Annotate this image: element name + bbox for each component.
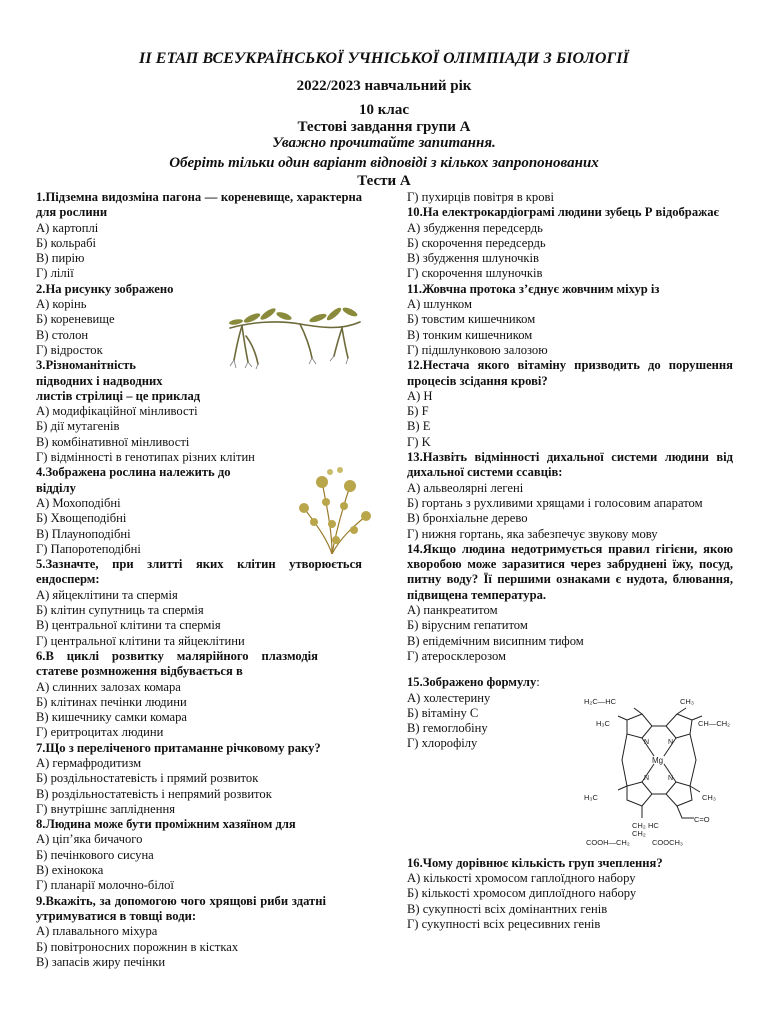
instruction-read: Уважно прочитайте запитання. (272, 135, 496, 151)
answer-option[interactable]: А) яйцеклітини та спермія (36, 587, 178, 602)
olympiad-title: ІІ ЕТАП ВСЕУКРАЇНСЬКОЇ УЧНІСЬКОЇ ОЛІМПІАДИ З БІОЛОГІЇ (139, 50, 629, 67)
answer-option[interactable]: В) ехінокока (36, 863, 104, 878)
question-text-line: листів стрілиці – це приклад (36, 388, 201, 403)
question-1 (36, 190, 362, 282)
answer-option[interactable]: А) панкреатитом (407, 603, 498, 618)
answer-option[interactable]: Г) скорочення шлуночків (407, 266, 543, 281)
question-text: 14.Якщо людина недотримується правил гігієни, якою хворобою може заразитися через забруднені їжу, посуд, питну воду? Її першими ознаками є нудота, блювання, підвищена температура. (407, 541, 733, 602)
instruction-choose: Оберіть тільки один варіант відповіді з кількох запропонованих (169, 155, 599, 171)
answer-option[interactable]: Б) клітин супутниць та спермія (36, 603, 204, 618)
answer-option[interactable]: В) збудження шлуночків (407, 251, 539, 266)
question-text-line: відділу (36, 480, 76, 495)
answer-option[interactable]: Г) Папоротеподібні (36, 541, 141, 556)
answer-option[interactable]: В) комбінативної мінливості (36, 434, 190, 449)
question-16 (407, 856, 733, 932)
formula-label: C=O (694, 815, 710, 824)
question-text-line: 3.Різноманітність (36, 358, 136, 373)
answer-option[interactable]: Г) лілії (36, 266, 74, 281)
moss-plant-photo (292, 462, 378, 558)
answer-option[interactable]: Б) Хвощеподібні (36, 511, 127, 526)
question-8 (36, 817, 362, 893)
formula-label: H₃C (584, 793, 598, 802)
question-text: 15.Зображено формулу (407, 675, 537, 690)
question-text-line: 4.Зображена рослина належить до (36, 465, 231, 480)
formula-label: N (644, 775, 650, 782)
question-14 (407, 542, 733, 664)
question-11 (407, 282, 733, 358)
question-text: 6.В циклі розвитку малярійного плазмодія статеве розмноження відбувається в (36, 648, 318, 679)
section-title: Тести А (357, 173, 411, 189)
answer-option[interactable]: Г) відмінності в генотипах різних клітин (36, 450, 255, 465)
chlorophyll-structural-formula (582, 690, 732, 850)
answer-option[interactable]: В) Плауноподібні (36, 526, 131, 541)
answer-option[interactable]: А) гермафродитизм (36, 755, 142, 770)
formula-label: CH₂ (632, 829, 646, 838)
formula-label: H₃C (596, 719, 610, 728)
answer-option[interactable]: В) тонким кишечником (407, 327, 533, 342)
answer-option[interactable]: Б) клітинах печінки людини (36, 694, 187, 709)
question-text-line: підводних і надводних (36, 373, 163, 388)
answer-option[interactable]: Г) підшлунковою залозою (407, 342, 548, 357)
answer-option[interactable]: Г) сукупності всіх рецесивних генів (407, 916, 601, 931)
answer-option[interactable]: Б) F (407, 404, 429, 419)
question-3 (36, 358, 362, 465)
answer-option[interactable]: Б) вірусним гепатитом (407, 618, 528, 633)
answer-option[interactable]: А) холестерину (407, 690, 491, 705)
answer-option[interactable]: Б) товстим кишечником (407, 312, 536, 327)
question-6 (36, 649, 362, 741)
question-5 (36, 557, 362, 649)
answer-option[interactable]: Г) планарії молочно-білої (36, 878, 174, 893)
question-text: 5.Зазначте, при злитті яких клітин утворюється ендосперм: (36, 557, 362, 587)
answer-option[interactable]: А) модифікаційної мінливості (36, 404, 198, 419)
answer-option[interactable]: В) кишечнику самки комара (36, 710, 187, 725)
answer-option[interactable]: А) кількості хромосом гаплоїдного набору (407, 870, 636, 885)
answer-option[interactable]: А) ціп’яка бичачого (36, 832, 143, 847)
question-7 (36, 741, 362, 817)
answer-option[interactable]: В) бронхіальне дерево (407, 511, 528, 526)
answer-option[interactable]: Б) кореневище (36, 312, 115, 327)
question-text: 10.На електрокардіограмі людини зубець Р відображає (407, 205, 719, 220)
formula-label: CH₃ (680, 697, 694, 706)
answer-option[interactable]: Б) гортань з рухливими хрящами і голосовим апаратом (407, 495, 703, 510)
question-text: 2.На рисунку зображено (36, 281, 174, 296)
formula-label: N (668, 775, 674, 782)
answer-option[interactable]: Б) повітроносних порожнин в кістках (36, 939, 239, 954)
answer-option[interactable]: В) столон (36, 327, 89, 342)
formula-label: HC (648, 821, 659, 830)
answer-option[interactable]: В) роздільностатевість і непрямий розвиток (36, 786, 272, 801)
answer-option[interactable]: В) пирію (36, 251, 85, 266)
answer-option[interactable]: А) збудження передсердь (407, 220, 543, 235)
formula-label: CH₂ (632, 821, 646, 830)
answer-option[interactable]: В) E (407, 419, 431, 434)
answer-option[interactable]: Б) кількості хромосом диплоїдного набору (407, 886, 637, 901)
question-text: 13.Назвіть відмінності дихальної системи людини від дихальної системи ссавців: (407, 450, 733, 480)
answer-option[interactable]: Г) нижня гортань, яка забезпечує звукову мову (407, 526, 658, 541)
answer-option[interactable]: А) шлунком (407, 297, 472, 312)
formula-label: COOH—CH₂ (586, 838, 630, 847)
question-13 (407, 450, 733, 542)
answer-option[interactable]: Б) роздільностатевість і прямий розвиток (36, 771, 259, 786)
answer-option[interactable]: Г) внутрішнє запліднення (36, 801, 175, 816)
formula-label: N (644, 739, 650, 746)
answer-option[interactable]: Г) еритроцитах людини (36, 725, 164, 740)
answer-option[interactable]: А) корінь (36, 297, 87, 312)
answer-option[interactable]: Б) печінкового сисуна (36, 847, 154, 862)
answer-option[interactable]: А) альвеолярні легені (407, 480, 524, 495)
answer-option[interactable]: Г) центральної клітини та яйцеклітини (36, 633, 245, 648)
answer-option[interactable]: В) центральної клітини та спермія (36, 618, 221, 633)
answer-option[interactable]: Г) пухирців повітря в крові (407, 190, 554, 204)
answer-option[interactable]: Б) дії мутагенів (36, 419, 120, 434)
question-colon: : (536, 675, 540, 690)
question-text: 1.Підземна видозміна пагона — кореневище, характерна для рослини (36, 190, 362, 220)
answer-option[interactable]: Б) кольрабі (36, 235, 97, 250)
formula-label: N (668, 739, 674, 746)
answer-option[interactable]: Г) відросток (36, 342, 103, 357)
group-label: Тестові завдання групи А (297, 119, 471, 135)
answer-option[interactable]: В) гемоглобіну (407, 721, 488, 736)
answer-option[interactable]: Г) атеросклерозом (407, 648, 506, 663)
answer-option[interactable]: В) епідемічним висипним тифом (407, 633, 584, 648)
question-text: 11.Жовчна протока з’єднує жовчним міхур із (407, 281, 660, 296)
answer-option[interactable]: А) плавального міхура (36, 924, 158, 939)
answer-option[interactable]: В) сукупності всіх домінантних генів (407, 901, 608, 916)
answer-option[interactable]: А) H (407, 388, 433, 403)
answer-option[interactable]: А) картоплі (36, 220, 99, 235)
question-10 (407, 205, 733, 281)
question-text: 8.Людина може бути проміжним хазяїном для (36, 817, 296, 832)
answer-option[interactable]: Г) хлорофілу (407, 736, 478, 751)
academic-year: 2022/2023 навчальний рік (296, 78, 472, 94)
question-text: 7.Що з переліченого притаманне річковому раку? (36, 740, 321, 755)
formula-label: H₂C—HC (584, 697, 617, 706)
answer-option[interactable]: А) Мохоподібні (36, 495, 121, 510)
answer-option[interactable]: Б) скорочення передсердь (407, 235, 546, 250)
answer-option[interactable]: А) слинних залозах комара (36, 679, 181, 694)
grade-label: 10 клас (359, 102, 409, 118)
formula-label: COOCH₃ (652, 838, 683, 847)
question-text: 9.Вкажіть, за допомогою чого хрящові риби здатні утримуватися в товщі води: (36, 893, 326, 923)
question-text: 16.Чому дорівнює кількість груп зчеплення? (407, 855, 663, 870)
stolon-plant-drawing (222, 300, 364, 372)
answer-option[interactable]: Б) вітаміну С (407, 705, 479, 720)
formula-label: Mg (652, 756, 664, 765)
question-9 (36, 894, 362, 970)
formula-label: CH—CH₂ (698, 719, 731, 728)
answer-option[interactable]: Г) K (407, 434, 431, 449)
formula-label: CH₃ (702, 793, 716, 802)
question-text: 12.Нестача якого вітаміну призводить до порушення процесів зсідання крові? (407, 358, 733, 388)
answer-option[interactable]: В) запасів жиру печінки (36, 954, 166, 969)
question-12 (407, 358, 733, 450)
